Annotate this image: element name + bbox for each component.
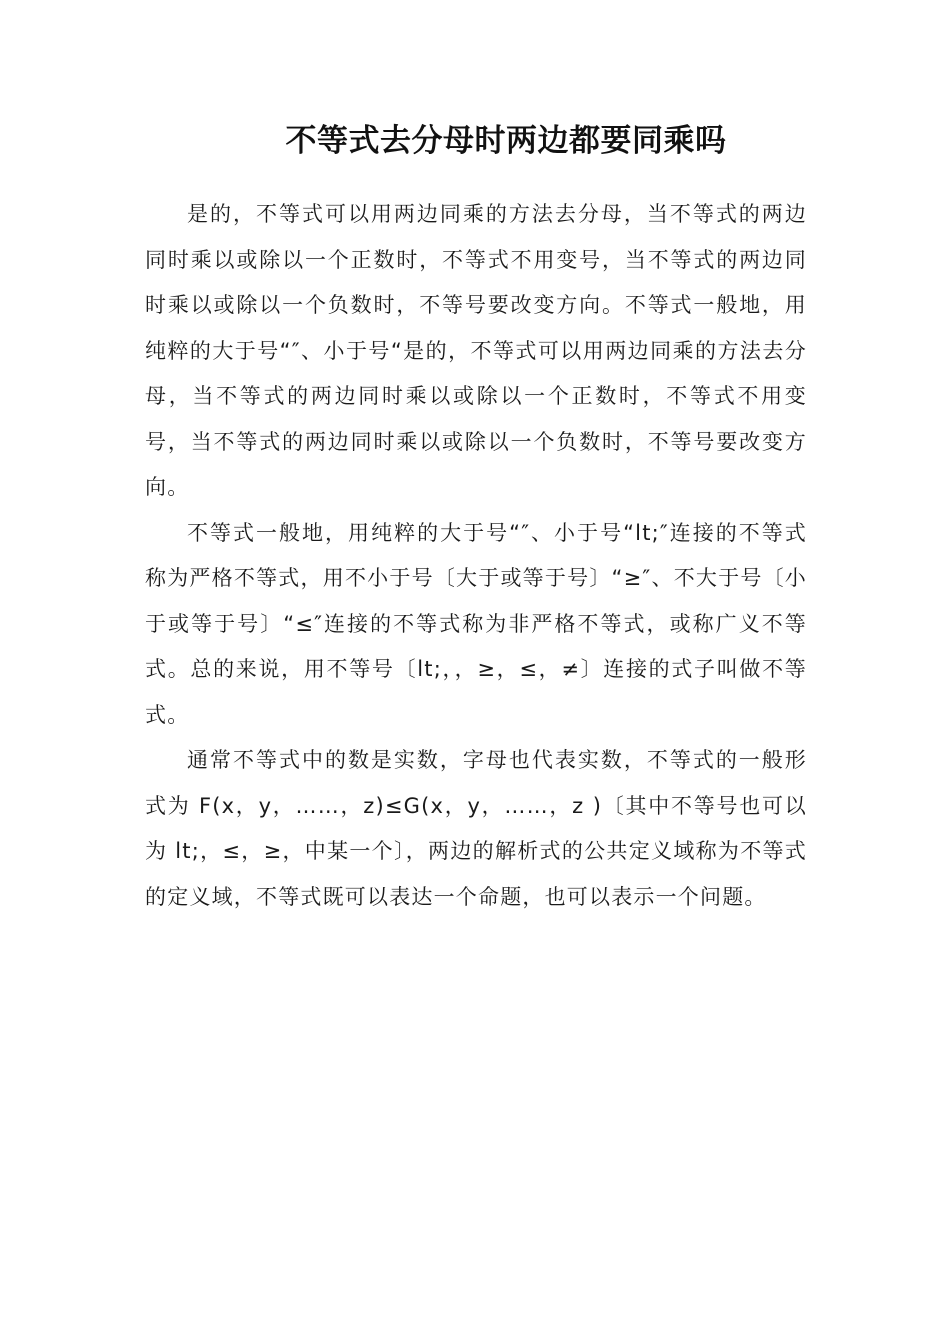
paragraph-2: 不等式一般地，用纯粹的大于号“″、小于号“lt;″连接的不等式称为严格不等式，用不小于号〔大于或等于号〕“≥″、不大于号〔小于或等于号〕“≤″连接的不等式称为非严格不等式，或称广义不等式。总的来说，用不等号〔lt;，，≥，≤，≠〕连接的式子叫做不等式。 [145, 520, 808, 727]
paragraph-3: 通常不等式中的数是实数，字母也代表实数，不等式的一般形式为 F(x，y，……，z)≤G(x，y，……，z )〔其中不等号也可以为 lt;，≤，≥，中某一个〕，两边的解析式的公共定义域称为不等式的定义域，不等式既可以表达一个命题，也可以表示一个问题。 [145, 748, 807, 909]
document-body [145, 118, 807, 920]
document-title: 不等式去分母时两边都要同乘吗 [285, 123, 727, 159]
paragraph-1: 是的，不等式可以用两边同乘的方法去分母，当不等式的两边同时乘以或除以一个正数时，不等式不用变号，当不等式的两边同时乘以或除以一个负数时，不等号要改变方向。不等式一般地，用纯粹的大于号“″、小于号“是的，不等式可以用两边同乘的方法去分母，当不等式的两边同时乘以或除以一个正数时，不等式不用变号，当不等式的两边同时乘以或除以一个负数时，不等号要改变方向。 [145, 202, 807, 499]
